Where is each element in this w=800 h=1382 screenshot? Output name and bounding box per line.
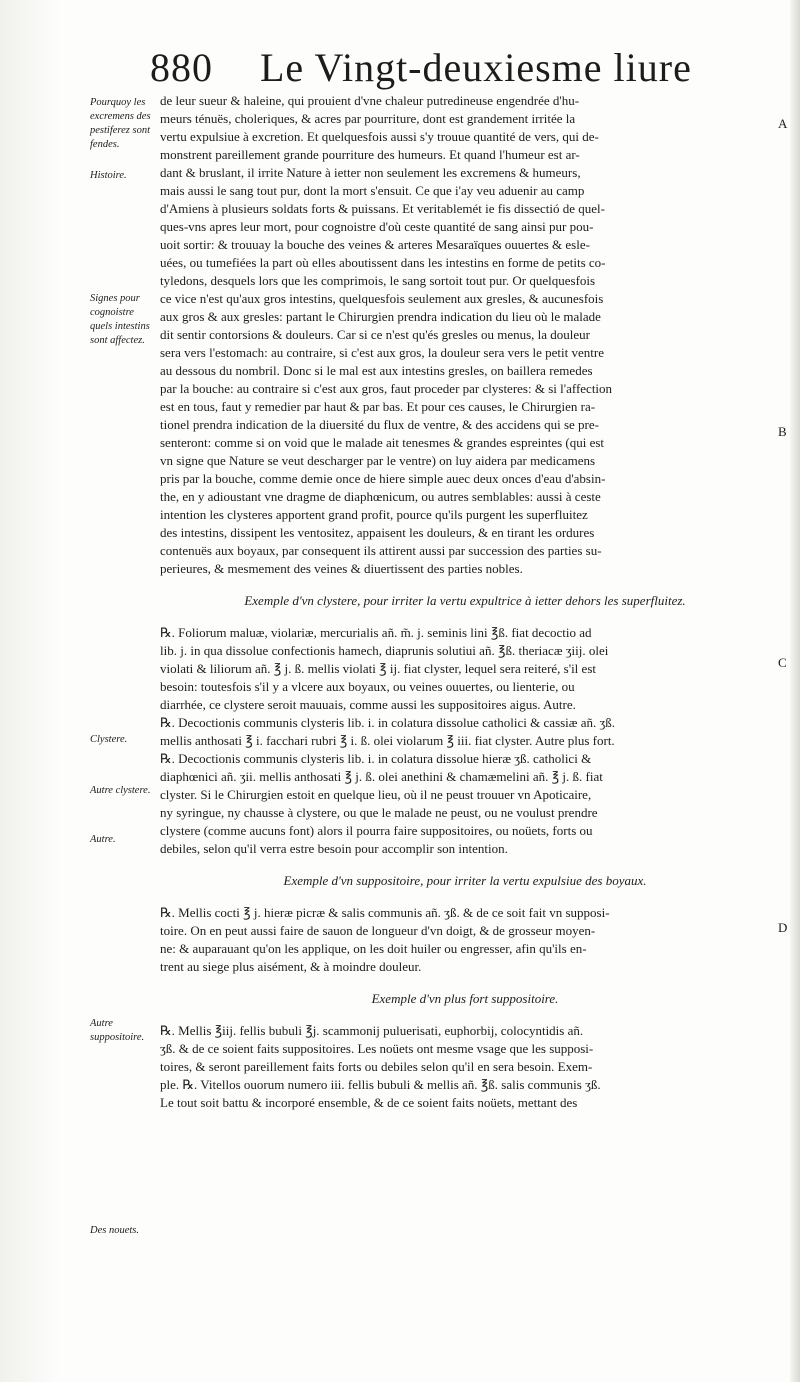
running-header	[150, 44, 790, 96]
main-text	[160, 92, 770, 1112]
text-line: perieures, & mesmement des veines & diuertissent des parties nobles.	[160, 561, 523, 576]
text-line: toire. On en peut aussi faire de sauon de longueur d'vn doigt, & de grosseur moyen-	[160, 923, 596, 938]
text-line: des intestins, dissipent les ventositez, appaisent les douleurs, & en tirant les ordures	[160, 525, 595, 540]
text-line: monstrent pareillement grande pourriture des humeurs. Et quand l'humeur est ar-	[160, 147, 580, 162]
text-line: mais aussi le sang tout pur, dont la mort s'ensuit. Ce que i'ay veu aduenir au camp	[160, 183, 585, 198]
text-line: mellis anthosati ℥ i. facchari rubri ℥ i. ß. olei violarum ℥ iii. fiat clyster. Autre plus fort.	[160, 733, 615, 748]
text-line: pris par la bouche, comme demie once de hiere simple auec deux onces d'eau d'absin-	[160, 471, 606, 486]
text-line: ple. ℞. Vitellos ouorum numero iii. fellis bubuli & mellis añ. ℥ß. salis communis ʒß.	[160, 1077, 601, 1092]
paragraph-1	[160, 92, 770, 578]
running-title: Le Vingt-deuxiesme liure	[260, 45, 692, 90]
text-line: sera vers l'estomach: au contraire, si c'est aux gros, la douleur sera vers le petit ventre	[160, 345, 604, 360]
text-line: est en tous, faut y remedier par haut & par bas. Et pour ces causes, le Chirurgien ra-	[160, 399, 596, 414]
text-line: uoit sortir: & trouuay la bouche des veines & arteres Mesaraïques ouuertes & esle-	[160, 237, 590, 252]
text-line: ℞. Mellis cocti ℥ j. hieræ picræ & salis communis añ. ʒß. & de ce soit fait vn supposi-	[160, 905, 610, 920]
sidenote-autre-clystere: Autre clystere.	[90, 785, 151, 796]
sidenote-nouets: Des nouets.	[90, 1225, 139, 1236]
text-line: besoin: toutesfois s'il y a vlcere aux boyaux, ou veines ouuertes, ou lienterie, ou	[160, 679, 575, 694]
text-line: ℞. Decoctionis communis clysteris lib. i. in colatura dissolue catholici & cassiæ añ. ʒß.	[160, 715, 616, 730]
paragraph-4	[160, 1022, 770, 1112]
section-heading-suppositoire: Exemple d'vn suppositoire, pour irriter la vertu expulsiue des boyaux.	[283, 873, 647, 888]
text-line: violati & liliorum añ. ℥ j. ß. mellis violati ℥ ij. fiat clyster, lequel sera reiteré, s'il est	[160, 661, 596, 676]
text-line: vertu expulsiue à excretion. Et quelquesfois aussi s'y trouue quantité de vers, qui de-	[160, 129, 599, 144]
page-shading	[0, 0, 60, 1382]
section-heading-fort-suppositoire: Exemple d'vn plus fort suppositoire.	[371, 991, 559, 1006]
text-line: tionel prendra indication de la diuersité du flux de ventre, & des accidens qui se pre-	[160, 417, 599, 432]
text-line: dant & bruslant, il irrite Nature à ietter non seulement les excremens & humeurs,	[160, 165, 581, 180]
text-line: au dessous du nombril. Donc si le mal est aux intestins gresles, on baillera remedes	[160, 363, 593, 378]
spacer	[160, 1008, 770, 1022]
page-edge	[790, 0, 800, 1382]
text-line: ce vice n'est qu'aux gros intestins, quelquesfois seulement aux gresles, & aucunesfois	[160, 291, 604, 306]
sidenote-excremens: Pourquoy les excremens des pestiferez sont fendes.	[90, 97, 151, 150]
text-line: senteront: comme si on void que le malade ait tenesmes & grandes espreintes (qui est	[160, 435, 605, 450]
sidenote-autre: Autre.	[90, 834, 116, 845]
text-line: tyledons, desquels lors que les comprimois, le sang sortoit tout pur. Or quelquesfois	[160, 273, 596, 288]
text-line: ny syringue, ny chausse à clystere, ou que le malade ne peust, ou ne voulust prendre	[160, 805, 598, 820]
page-number: 880	[150, 45, 213, 90]
text-line: ℞. Decoctionis communis clysteris lib. i. in colatura dissolue hieræ ʒß. catholici &	[160, 751, 592, 766]
margin-letter-a: A	[778, 116, 788, 131]
sidenote-autre-suppositoire: Autre suppositoire.	[90, 1018, 145, 1043]
text-line: vn signe que Nature se veut descharger par le ventre) on luy aidera par medicamens	[160, 453, 596, 468]
text-line: trent au siege plus aisément, & à moindre douleur.	[160, 959, 422, 974]
text-line: ques-vns apres leur mort, pour cognoistre d'où ceste quantité de sang ainsi pur pou-	[160, 219, 594, 234]
text-line: toires, & seront pareillement faits forts ou debiles selon qu'il en sera besoin. Exem-	[160, 1059, 593, 1074]
spacer	[160, 610, 770, 624]
text-line: the, en y adioustant vne dragme de diaphœnicum, ou autres semblables: aussi à ceste	[160, 489, 601, 504]
text-line: contenuës aux boyaux, par consequent ils attirent aussi par succession des parties su-	[160, 543, 602, 558]
text-line: ℞. Foliorum maluæ, violariæ, mercurialis añ. m̃. j. seminis lini ℥ß. fiat decoctio ad	[160, 625, 592, 640]
text-line: lib. j. in qua dissolue confectionis hamech, diaprunis solutiui añ. ℥ß. theriacæ ʒiij. olei	[160, 643, 609, 658]
text-line: intention les clysteres apportent grand profit, pource qu'ils purgent les superfluitez	[160, 507, 588, 522]
spacer	[160, 976, 770, 990]
text-line: ne: & auparauant qu'on les applique, on les doit huiler ou engresser, afin qu'ils en-	[160, 941, 587, 956]
section-heading-clystere: Exemple d'vn clystere, pour irriter la vertu expultrice à ietter dehors les superfluitez.	[244, 593, 686, 608]
text-line: Le tout soit battu & incorporé ensemble, & de ce soient faits noüets, mettant des	[160, 1095, 578, 1110]
spacer	[160, 858, 770, 872]
paragraph-3	[160, 904, 770, 976]
text-line: diarrhée, ce clystere seroit mauuais, comme aussi les suppositoires aigus. Autre.	[160, 697, 576, 712]
text-line: diaphœnici añ. ʒii. mellis anthosati ℥ j. ß. olei anethini & chamæmelini añ. ℥ j. ß. fiat	[160, 769, 603, 784]
text-line: de leur sueur & haleine, qui prouient d'vne chaleur putredineuse engendrée d'hu-	[160, 93, 580, 108]
spacer	[160, 578, 770, 592]
text-line: dit sentir contorsions & douleurs. Car si ce n'est qu'és gresles ou menus, la douleur	[160, 327, 590, 342]
text-line: aux gros & aux gresles: partant le Chirurgien prendra indication du lieu où le malade	[160, 309, 601, 324]
text-line: uées, ou tumefiées la part où elles aboutissent dans les intestins en forme de petits co-	[160, 255, 606, 270]
margin-letter-b: B	[778, 424, 787, 439]
text-line: clystere (comme aucuns font) alors il pourra faire suppositoires, ou noüets, forts ou	[160, 823, 593, 838]
text-line: ℞. Mellis ℥iij. fellis bubuli ℥j. scammonij puluerisati, euphorbij, colocyntidis añ.	[160, 1023, 584, 1038]
text-line: par la bouche: au contraire si c'est aux gros, faut proceder par clysteres: & si l'affection	[160, 381, 613, 396]
text-line: clyster. Si le Chirurgien estoit en quelque lieu, où il ne peust trouuer vn Apoticaire,	[160, 787, 592, 802]
sidenote-clystere: Clystere.	[90, 734, 128, 745]
text-line: debiles, selon qu'il verra estre besoin pour accomplir son intention.	[160, 841, 508, 856]
margin-letter-d: D	[778, 920, 788, 935]
text-line: ʒß. & de ce soient faits suppositoires. Les noüets ont mesme vsage que les supposi-	[160, 1041, 594, 1056]
spacer	[160, 890, 770, 904]
sidenote-histoire: Histoire.	[90, 170, 127, 181]
paragraph-2	[160, 624, 770, 858]
margin-letter-c: C	[778, 655, 787, 670]
text-line: d'Amiens à plusieurs soldats forts & puissans. Et veritablemét ie fis dissectió de quel-	[160, 201, 605, 216]
text-line: meurs ténuës, choleriques, & acres par pourriture, dont est grandement irritée la	[160, 111, 576, 126]
sidenote-signes: Signes pour cognoistre quels intestins sont affectez.	[90, 293, 150, 346]
